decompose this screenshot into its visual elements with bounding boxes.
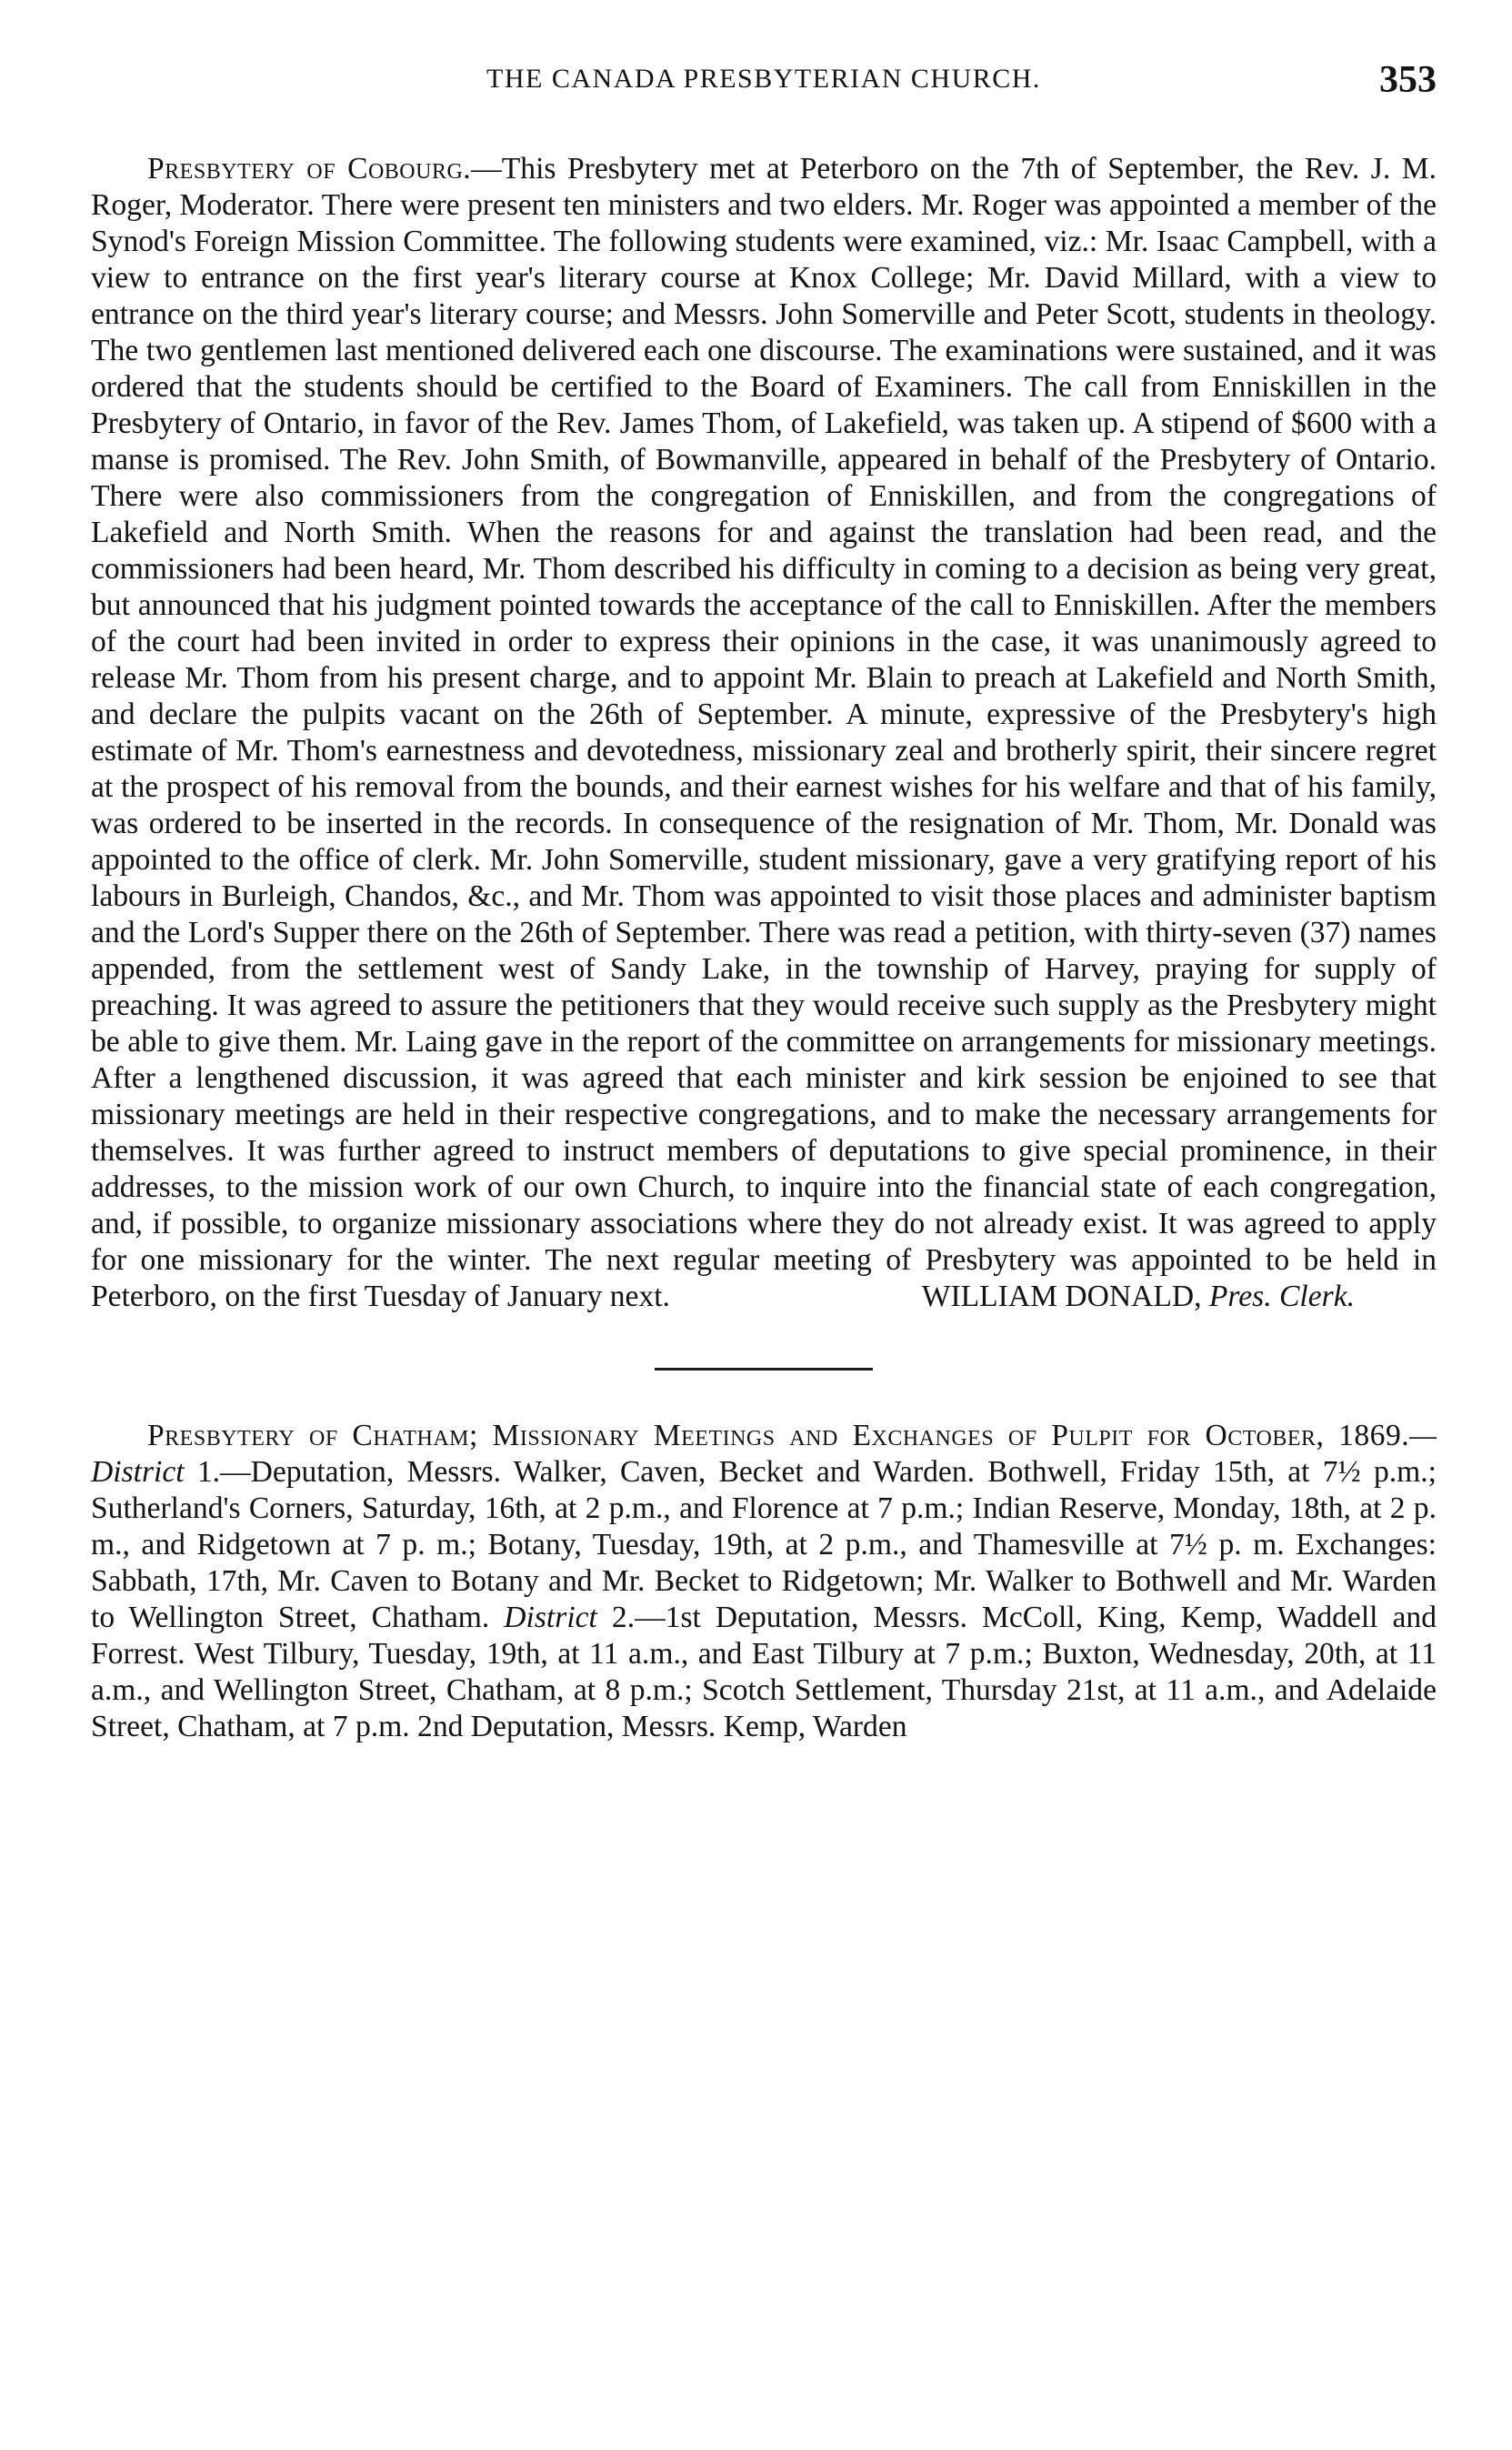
page-number: 353 — [1379, 59, 1437, 101]
page — [91, 59, 1437, 1745]
article-presbytery-of-cobourg — [91, 151, 1437, 1315]
article-heading: Presbytery of Cobourg. — [147, 152, 472, 186]
signature-role: Pres. Clerk. — [1208, 1280, 1355, 1313]
district-label: District — [504, 1601, 597, 1634]
article-body: —This Presbytery met at Peterboro on the 7th of September, the Rev. J. M. Roger, Moderator. There were present ten ministers and two elders. Mr. Roger was appointed a member of the Synod's Foreign Mission Committee. The following students were examined, viz.: Mr. Isaac Campbell, with a view to entrance on the first year's literary course at Knox College; Mr. David Millard, with a view to entrance on the third year's literary course; and Messrs. John Somerville and Peter Scott, students in theology. The two gentlemen last mentioned delivered each one discourse. The examinations were sustained, and it was ordered that the students should be certified to the Board of Examiners. The call from Enniskillen in the Presbytery of Ontario, in favor of the Rev. James Thom, of Lakefield, was taken up. A stipend of $600 with a manse is promised. The Rev. John Smith, of Bowmanville, appeared in behalf of the Presbytery of Ontario. There were also commissioners from the congregation of Enniskillen, and from the congregations of Lakefield and North Smith. When the reasons for and against the translation had been read, and the commissioners had been heard, Mr. Thom described his difficulty in coming to a decision as being very great, but announced that his judgment pointed towards the acceptance of the call to Enniskillen. After the members of the court had been invited in order to express their opinions in the case, it was unanimously agreed to release Mr. Thom from his present charge, and to appoint Mr. Blain to preach at Lakefield and North Smith, and declare the pulpits vacant on the 26th of September. A minute, expressive of the Presbytery's high estimate of Mr. Thom's earnestness and devotedness, missionary zeal and brotherly spirit, their sincere regret at the prospect of his removal from the bounds, and their earnest wishes for his welfare and that of his family, was ordered to be inserted in the records. In consequence of the resignation of Mr. Thom, Mr. Donald was appointed to the office of clerk. Mr. John Somerville, student missionary, gave a very gratifying report of his labours in Burleigh, Chandos, &c., and Mr. Thom was appointed to visit those places and administer baptism and the Lord's Supper there on the 26th of September. There was read a petition, with thirty-seven (37) names appended, from the settlement west of Sandy Lake, in the township of Harvey, praying for supply of preaching. It was agreed to assure the petitioners that they would receive such supply as the Presbytery might be able to give them. Mr. Laing gave in the report of the committee on arrangements for missionary meetings. After a lengthened discussion, it was agreed that each minister and kirk session be enjoined to see that missionary meetings are held in their respective congregations, and to make the necessary arrangements for themselves. It was further agreed to instruct members of deputations to give special prominence, in their addresses, to the mission work of our own Church, to inquire into the financial state of each congregation, and, if possible, to organize missionary associations where they do not already exist. It was agreed to apply for one missionary for the winter. The next regular meeting of Presbytery was appointed to be held in Peterboro, on the first Tuesday of January next. — [91, 152, 1437, 1313]
running-head — [91, 59, 1437, 118]
article-paragraph — [91, 1418, 1437, 1745]
section-divider — [655, 1368, 873, 1371]
district-text: 2.—1st Deputation, Messrs. McColl, King, Kemp, Waddell and Forrest. West Tilbury, Tuesday, 19th, at 11 a.m., and East Tilbury at 7 p.m.; Buxton, Wednesday, 20th, at 11 a.m., and Wellington Street, Chatham, at 8 p.m.; Scotch Settlement, Thursday 21st, at 11 a.m., and Adelaide Street, Chatham, at 7 p.m. 2nd Deputation, Messrs. Kemp, Warden — [91, 1601, 1437, 1743]
district-text: 1.—Deputation, Messrs. Walker, Caven, Becket and Warden. Bothwell, Friday 15th, at 7½ p.m.; Sutherland's Corners, Saturday, 16th, at 2 p.m., and Florence at 7 p.m.; Indian Reserve, Monday, 18th, at 2 p. m., and Ridgetown at 7 p. m.; Botany, Tuesday, 19th, at 2 p.m., and Thamesville at 7½ p. m. Exchanges: Sabbath, 17th, Mr. Caven to Botany and Mr. Becket to Ridgetown; Mr. Walker to Bothwell and Mr. Warden to Wellington Street, Chatham. — [91, 1455, 1437, 1634]
article-paragraph — [91, 151, 1437, 1315]
district-label: —District — [91, 1419, 1437, 1489]
running-title: THE CANADA PRESBYTERIAN CHURCH. — [486, 64, 1041, 94]
article-presbytery-of-chatham — [91, 1418, 1437, 1745]
signature-name: WILLIAM DONALD, — [921, 1280, 1202, 1313]
article-heading: Presbytery of Chatham; Missionary Meetings and Exchanges of Pulpit for October, 1869. — [147, 1419, 1410, 1452]
